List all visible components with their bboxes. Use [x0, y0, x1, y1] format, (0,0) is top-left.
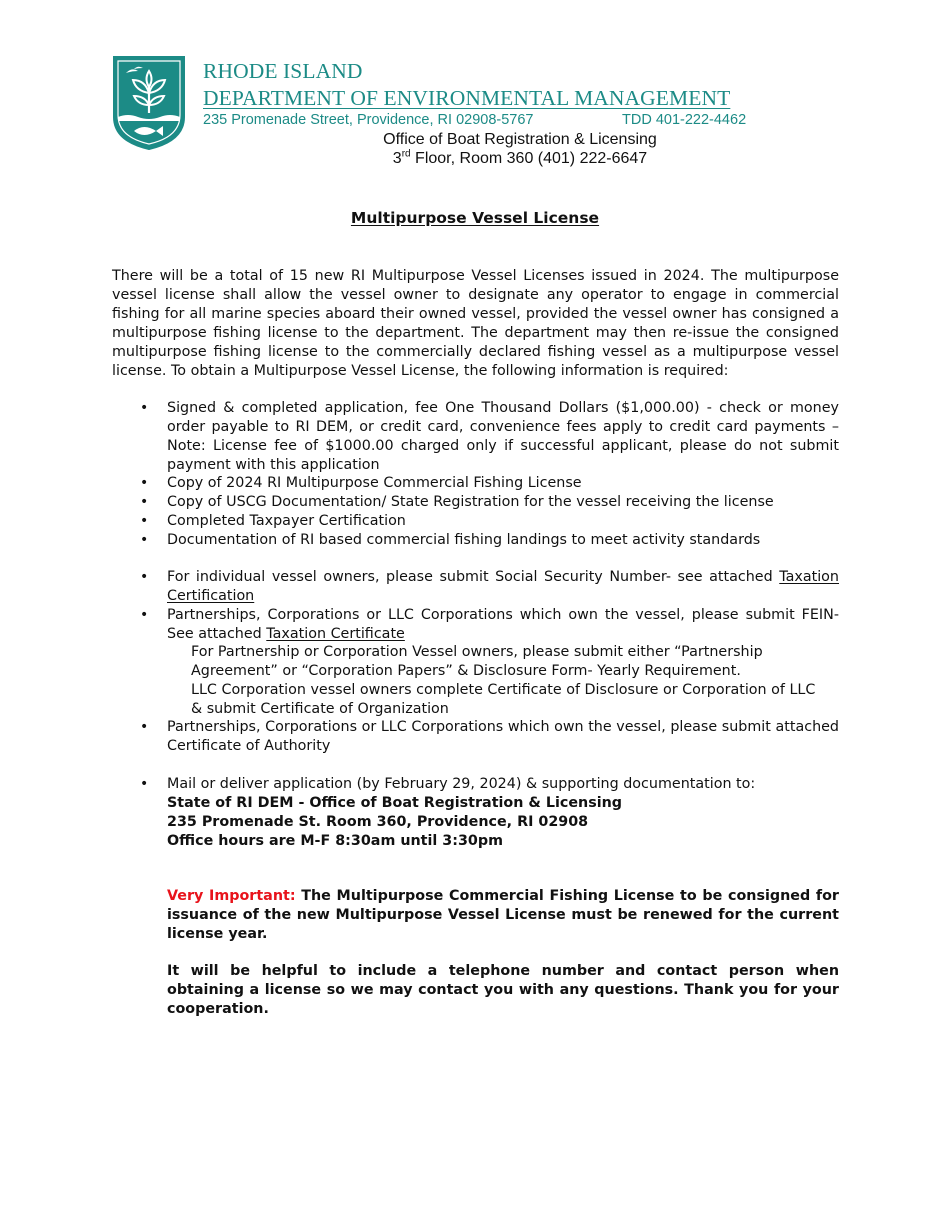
mail-deliver-text: • Mail or deliver application (by February 29, 2024) & supporting documentation to: — [167, 776, 756, 792]
very-important-label: Very Important: — [167, 888, 296, 904]
certificate-of-authority-item: • Partnerships, Corporations or LLC Corporations which own the vessel, please submit attached Certificate of Authority — [167, 718, 839, 756]
agency-name — [203, 58, 730, 112]
taxation-certification-link[interactable]: Taxation Certification — [167, 569, 839, 604]
office-location — [270, 149, 770, 168]
mail-address-street: 235 Promenade St. Room 360, Providence, RI 02908 — [167, 814, 589, 830]
floor-number: 3 — [392, 150, 402, 167]
individual-owner-text: For individual vessel owners, please submit Social Security Number- see attached — [167, 569, 780, 585]
partnership-papers-note: For Partnership or Corporation Vessel owners, please submit either “Partnership Agreement” or “Corporation Papers” & Disclosure Form- Yearly Requirement. — [191, 644, 763, 679]
document-title: Multipurpose Vessel License — [350, 209, 600, 227]
closing-note: It will be helpful to include a telephone number and contact person when obtaining a license so we may contact you with any questions. Thank you for your cooperation. — [167, 963, 839, 1017]
requirement-application-fee: • Signed & completed application, fee One Thousand Dollars ($1,000.00) - check or money order payable to RI DEM, or credit card, convenience fees apply to credit card payments – Note: License fee of $1000.00 charged only if successful applicant, please do not submit payment with this application — [167, 399, 839, 475]
llc-disclosure-note: LLC Corporation vessel owners complete Certificate of Disclosure or Corporation of LLC & submit Certificate of Organization — [191, 682, 816, 717]
ri-dem-logo-icon — [112, 55, 186, 151]
requirement-fishing-license-copy: • Copy of 2024 RI Multipurpose Commercial Fishing License — [167, 474, 839, 493]
agency-department: DEPARTMENT OF ENVIRONMENTAL MANAGEMENT — [203, 86, 731, 110]
requirement-uscg-documentation: • Copy of USCG Documentation/ State Registration for the vessel receiving the license — [167, 493, 839, 512]
office-name: Office of Boat Registration & Licensing — [383, 131, 657, 148]
floor-ordinal-suffix: rd — [401, 148, 411, 160]
mail-address-office: State of RI DEM - Office of Boat Registration & Licensing — [167, 795, 623, 811]
intro-paragraph: There will be a total of 15 new RI Multipurpose Vessel Licenses issued in 2024. The multipurpose vessel license shall allow the vessel owner to designate any operator to engage in commercial fishing for all marine species aboard their owned vessel, provided the vessel owner has consigned a multipurpose fishing license to the department. The department may then re-issue the consigned multipurpose fishing license to the commercially declared fishing vessel as a multipurpose vessel license. To obtain a Multipurpose Vessel License, the following information is required: — [112, 268, 839, 379]
office-info — [270, 130, 770, 168]
room-and-phone: Floor, Room 360 (401) 222-6647 — [410, 150, 648, 167]
agency-address-line — [203, 111, 773, 129]
agency-street-address: 235 Promenade Street, Providence, RI 02908-5767 — [203, 112, 534, 128]
agency-state: RHODE ISLAND — [203, 59, 363, 83]
mail-deliver-item — [167, 775, 839, 851]
partnership-fein-item — [167, 606, 839, 644]
taxation-certificate-link[interactable]: Taxation Certificate — [266, 626, 405, 642]
partnership-fein-text: Partnerships, Corporations or LLC Corporations which own the vessel, please submit FEIN- See attached — [167, 607, 839, 642]
office-hours: Office hours are M-F 8:30am until 3:30pm — [167, 833, 503, 849]
requirement-taxpayer-certification: • Completed Taxpayer Certification — [167, 512, 839, 531]
very-important-note — [167, 887, 839, 944]
very-important-text: The Multipurpose Commercial Fishing License to be consigned for issuance of the new Multipurpose Vessel License must be renewed for the current license year. — [167, 888, 839, 942]
requirement-landings-documentation: • Documentation of RI based commercial fishing landings to meet activity standards — [167, 531, 839, 550]
individual-owner-item — [167, 568, 839, 606]
agency-tdd-number: TDD 401-222-4462 — [622, 112, 747, 128]
